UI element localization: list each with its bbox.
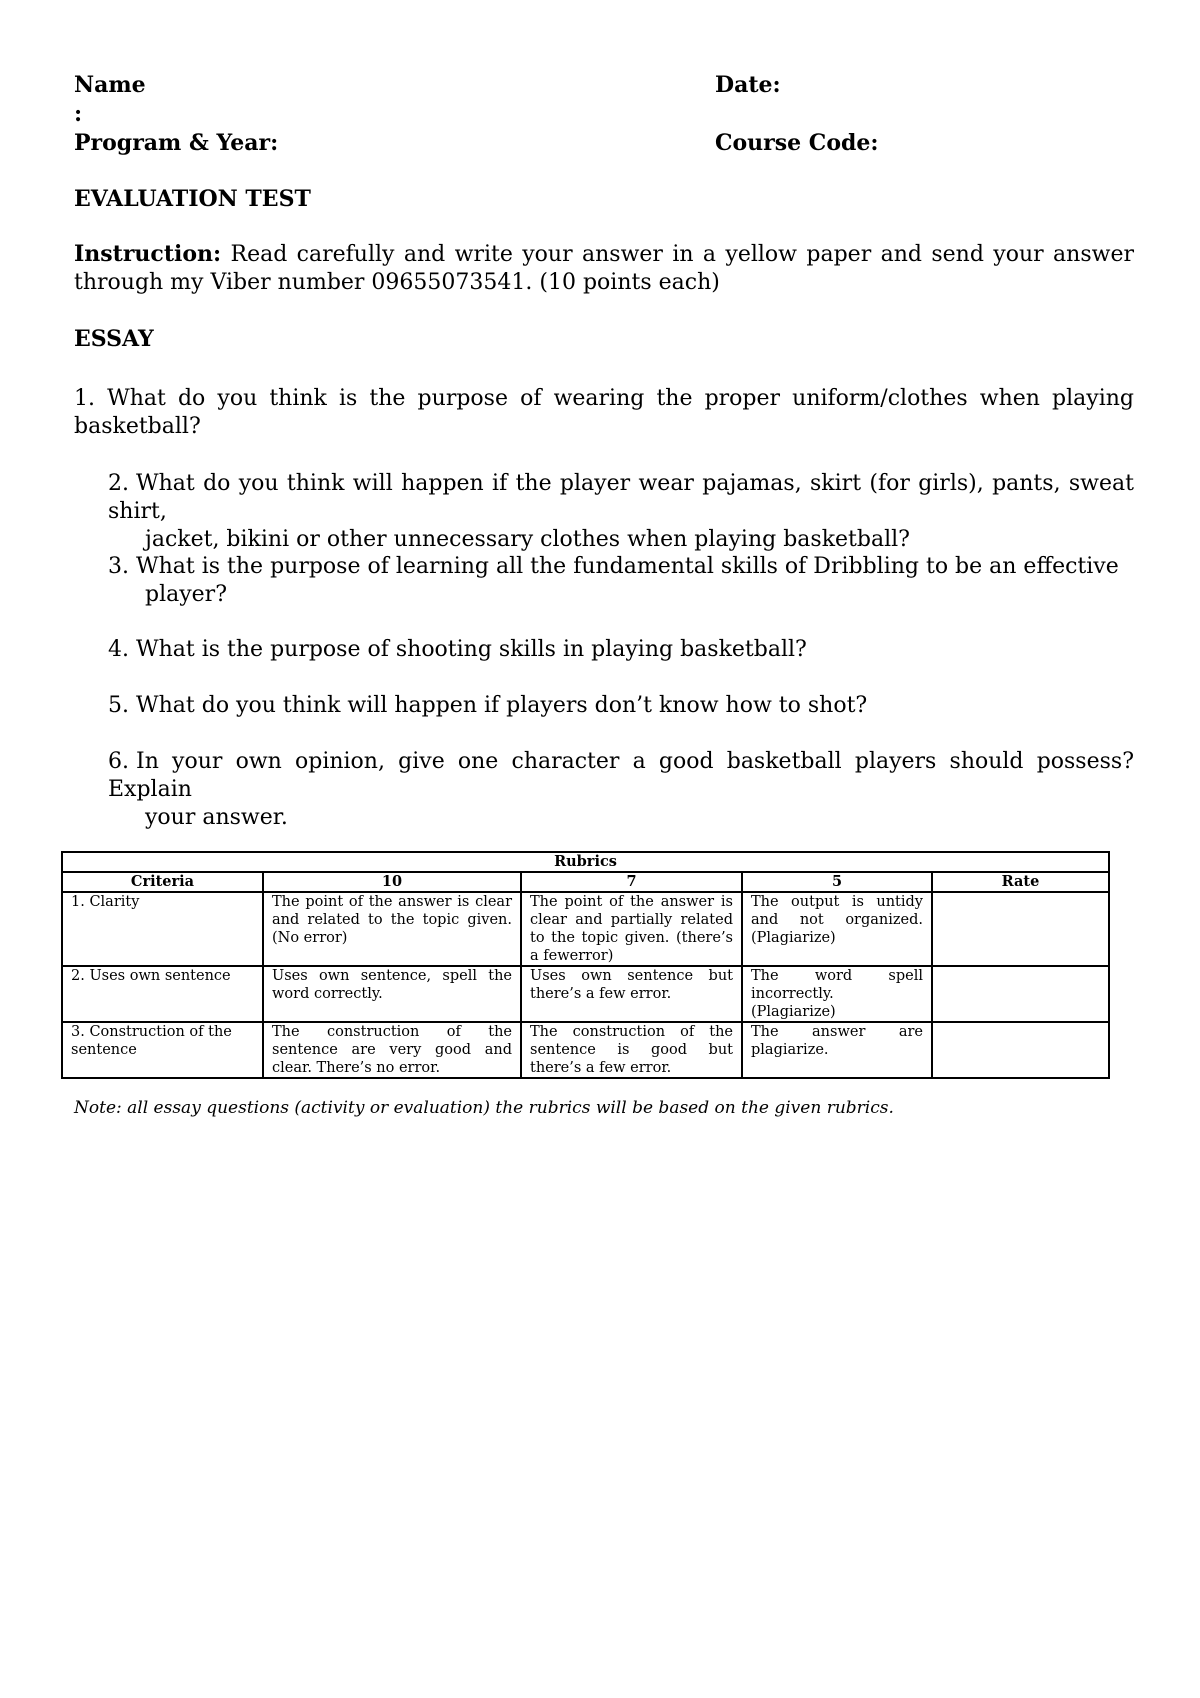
section-title: ESSAY bbox=[74, 326, 154, 352]
question-3 bbox=[108, 553, 1134, 609]
score-10-cell: The construction of the sentence are very good and clear. There’s no error. bbox=[263, 1022, 521, 1078]
instruction-paragraph bbox=[74, 240, 1134, 297]
name-label: Name bbox=[74, 72, 146, 98]
rubrics-table bbox=[61, 851, 1110, 1079]
score-7-cell: Uses own sentence but there’s a few error. bbox=[521, 966, 742, 1022]
score-10-cell: The point of the answer is clear and related to the topic given. (No error) bbox=[263, 892, 521, 966]
question-text-line1: What do you think will happen if the player wear pajamas, skirt (for girls), pants, sweat shirt, bbox=[108, 471, 1134, 524]
rate-cell bbox=[932, 966, 1109, 1022]
question-text-line2: your answer. bbox=[145, 805, 288, 830]
program-year-label: Program & Year: bbox=[74, 130, 279, 156]
rubrics-note: Note: all essay questions (activity or evaluation) the rubrics will be based on the given rubrics. bbox=[74, 1098, 894, 1118]
rubrics-title: Rubrics bbox=[62, 852, 1109, 872]
question-5 bbox=[108, 692, 1134, 720]
test-title: EVALUATION TEST bbox=[74, 186, 311, 212]
score-10-cell: Uses own sentence, spell the word correctly. bbox=[263, 966, 521, 1022]
score-5-cell: The word spell incorrectly. (Plagiarize) bbox=[742, 966, 932, 1022]
question-number: 3. bbox=[108, 554, 129, 579]
name-colon: : bbox=[74, 101, 83, 127]
question-number: 2. bbox=[108, 471, 129, 496]
rate-cell bbox=[932, 892, 1109, 966]
question-text-line1: What is the purpose of learning all the fundamental skills of Dribbling to be an effective bbox=[136, 554, 1119, 579]
header-5: 5 bbox=[742, 872, 932, 892]
header-rate: Rate bbox=[932, 872, 1109, 892]
date-label: Date: bbox=[715, 72, 781, 98]
question-text-line1: In your own opinion, give one character a good basketball players should possess? Explain bbox=[108, 749, 1134, 802]
rubrics-header-row bbox=[62, 872, 1109, 892]
question-6 bbox=[108, 748, 1134, 832]
header-7: 7 bbox=[521, 872, 742, 892]
rate-cell bbox=[932, 1022, 1109, 1078]
score-5-cell: The answer are plagiarize. bbox=[742, 1022, 932, 1078]
question-text: What do you think is the purpose of wearing the proper uniform/clothes when playing basketball? bbox=[74, 386, 1134, 439]
question-number: 5. bbox=[108, 693, 129, 718]
instruction-label: Instruction: bbox=[74, 241, 222, 267]
header-10: 10 bbox=[263, 872, 521, 892]
course-code-label: Course Code: bbox=[715, 130, 879, 156]
criteria-cell: 2. Uses own sentence bbox=[62, 966, 263, 1022]
header-criteria: Criteria bbox=[62, 872, 263, 892]
question-number: 4. bbox=[108, 637, 129, 662]
table-row bbox=[62, 1022, 1109, 1078]
table-row bbox=[62, 966, 1109, 1022]
criteria-cell: 3. Construction of the sentence bbox=[62, 1022, 263, 1078]
question-number: 6. bbox=[108, 749, 129, 774]
question-1 bbox=[74, 385, 1134, 441]
criteria-cell: 1. Clarity bbox=[62, 892, 263, 966]
question-text-line2: player? bbox=[145, 582, 227, 607]
instruction-text: Read carefully and write your answer in a yellow paper and send your answer through my Viber number 09655073541. (10 points each) bbox=[74, 242, 1134, 295]
question-number: 1. bbox=[74, 386, 95, 411]
score-7-cell: The point of the answer is clear and partially related to the topic given. (there’s a fewerror) bbox=[521, 892, 742, 966]
question-text-line1: What is the purpose of shooting skills in playing basketball? bbox=[136, 637, 807, 662]
score-7-cell: The construction of the sentence is good but there’s a few error. bbox=[521, 1022, 742, 1078]
rubrics-title-row bbox=[62, 852, 1109, 872]
question-text-line2: jacket, bikini or other unnecessary clothes when playing basketball? bbox=[145, 527, 910, 552]
question-4 bbox=[108, 636, 1134, 664]
score-5-cell: The output is untidy and not organized. (Plagiarize) bbox=[742, 892, 932, 966]
table-row bbox=[62, 892, 1109, 966]
question-2 bbox=[108, 470, 1134, 554]
question-text-line1: What do you think will happen if players don’t know how to shot? bbox=[136, 693, 868, 718]
